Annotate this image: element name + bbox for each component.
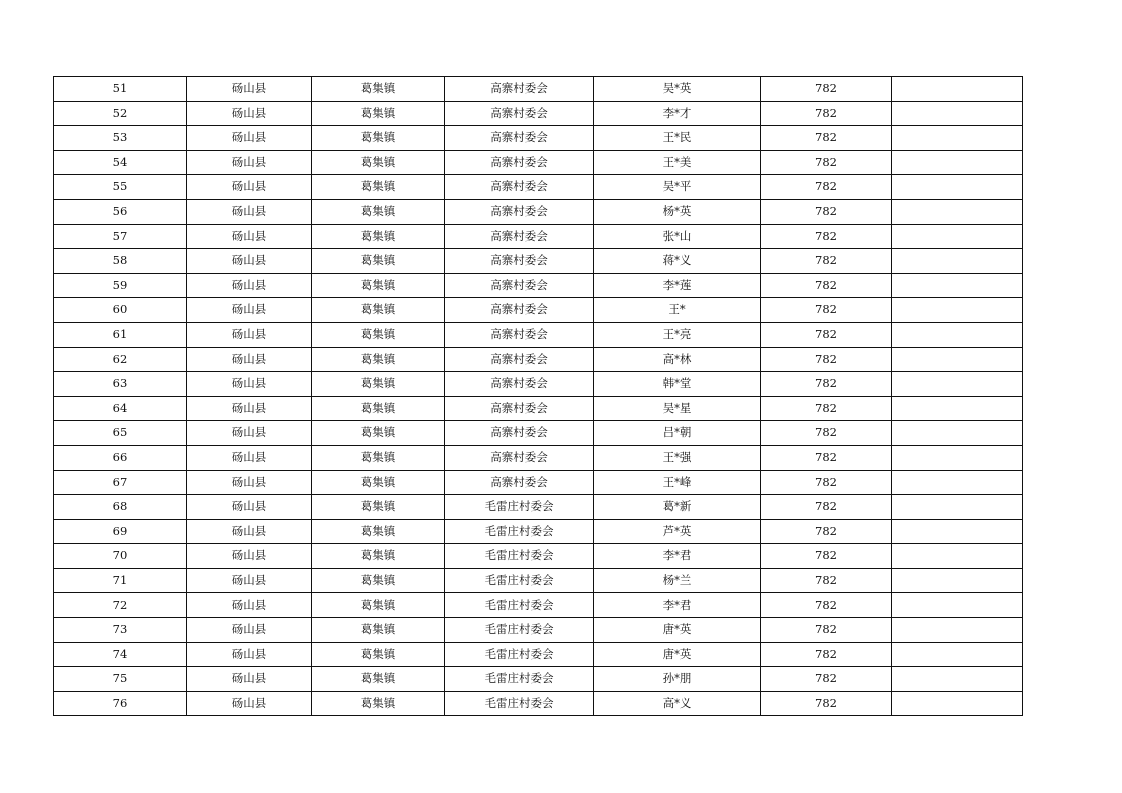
amount-cell: 782 [761,322,892,347]
remark-cell [892,421,1023,446]
county-cell: 砀山县 [187,101,312,126]
village-committee-cell: 毛雷庄村委会 [445,544,594,569]
village-committee-cell: 高寨村委会 [445,372,594,397]
row-number-cell: 51 [54,77,187,102]
village-committee-cell: 毛雷庄村委会 [445,593,594,618]
town-cell: 葛集镇 [312,691,445,716]
amount-cell: 782 [761,347,892,372]
village-committee-cell: 高寨村委会 [445,175,594,200]
amount-cell: 782 [761,667,892,692]
person-name-cell: 王*强 [594,445,761,470]
person-name-cell: 杨*英 [594,199,761,224]
village-committee-cell: 高寨村委会 [445,298,594,323]
row-number-cell: 53 [54,126,187,151]
person-name-cell: 王*民 [594,126,761,151]
table-row [54,126,1023,151]
village-committee-cell: 高寨村委会 [445,150,594,175]
county-cell: 砀山县 [187,150,312,175]
remark-cell [892,667,1023,692]
row-number-cell: 67 [54,470,187,495]
row-number-cell: 63 [54,372,187,397]
table-row [54,77,1023,102]
county-cell: 砀山县 [187,322,312,347]
amount-cell: 782 [761,593,892,618]
table-row [54,347,1023,372]
county-cell: 砀山县 [187,273,312,298]
table-row [54,593,1023,618]
person-name-cell: 葛*新 [594,495,761,520]
row-number-cell: 54 [54,150,187,175]
town-cell: 葛集镇 [312,372,445,397]
row-number-cell: 58 [54,249,187,274]
county-cell: 砀山县 [187,642,312,667]
person-name-cell: 王*峰 [594,470,761,495]
county-cell: 砀山县 [187,445,312,470]
row-number-cell: 60 [54,298,187,323]
table-row [54,568,1023,593]
table-row [54,322,1023,347]
county-cell: 砀山县 [187,568,312,593]
row-number-cell: 56 [54,199,187,224]
town-cell: 葛集镇 [312,544,445,569]
person-name-cell: 高*义 [594,691,761,716]
county-cell: 砀山县 [187,618,312,643]
person-name-cell: 王*亮 [594,322,761,347]
town-cell: 葛集镇 [312,618,445,643]
amount-cell: 782 [761,101,892,126]
table-row [54,544,1023,569]
amount-cell: 782 [761,224,892,249]
row-number-cell: 76 [54,691,187,716]
town-cell: 葛集镇 [312,470,445,495]
town-cell: 葛集镇 [312,298,445,323]
table-row [54,199,1023,224]
amount-cell: 782 [761,372,892,397]
county-cell: 砀山县 [187,347,312,372]
person-name-cell: 高*林 [594,347,761,372]
row-number-cell: 62 [54,347,187,372]
remark-cell [892,322,1023,347]
person-name-cell: 孙*朋 [594,667,761,692]
town-cell: 葛集镇 [312,396,445,421]
remark-cell [892,618,1023,643]
county-cell: 砀山县 [187,593,312,618]
amount-cell: 782 [761,77,892,102]
row-number-cell: 64 [54,396,187,421]
county-cell: 砀山县 [187,77,312,102]
town-cell: 葛集镇 [312,667,445,692]
person-name-cell: 蒋*义 [594,249,761,274]
village-committee-cell: 高寨村委会 [445,347,594,372]
village-committee-cell: 高寨村委会 [445,77,594,102]
table-row [54,396,1023,421]
row-number-cell: 65 [54,421,187,446]
amount-cell: 782 [761,568,892,593]
town-cell: 葛集镇 [312,101,445,126]
remark-cell [892,101,1023,126]
village-committee-cell: 高寨村委会 [445,322,594,347]
row-number-cell: 74 [54,642,187,667]
amount-cell: 782 [761,199,892,224]
county-cell: 砀山县 [187,667,312,692]
row-number-cell: 69 [54,519,187,544]
table-row [54,495,1023,520]
amount-cell: 782 [761,445,892,470]
amount-cell: 782 [761,150,892,175]
town-cell: 葛集镇 [312,175,445,200]
table-row [54,372,1023,397]
table-row [54,642,1023,667]
village-committee-cell: 高寨村委会 [445,126,594,151]
table-row [54,470,1023,495]
county-cell: 砀山县 [187,199,312,224]
town-cell: 葛集镇 [312,322,445,347]
town-cell: 葛集镇 [312,593,445,618]
person-name-cell: 李*君 [594,593,761,618]
county-cell: 砀山县 [187,224,312,249]
remark-cell [892,224,1023,249]
remark-cell [892,396,1023,421]
remark-cell [892,470,1023,495]
row-number-cell: 61 [54,322,187,347]
remark-cell [892,347,1023,372]
town-cell: 葛集镇 [312,126,445,151]
remark-cell [892,593,1023,618]
amount-cell: 782 [761,421,892,446]
village-committee-cell: 高寨村委会 [445,101,594,126]
remark-cell [892,175,1023,200]
person-name-cell: 李*莲 [594,273,761,298]
village-committee-cell: 毛雷庄村委会 [445,568,594,593]
village-committee-cell: 高寨村委会 [445,249,594,274]
remark-cell [892,298,1023,323]
person-name-cell: 张*山 [594,224,761,249]
town-cell: 葛集镇 [312,421,445,446]
person-name-cell: 李*君 [594,544,761,569]
table-row [54,175,1023,200]
town-cell: 葛集镇 [312,347,445,372]
county-cell: 砀山县 [187,126,312,151]
person-name-cell: 吴*星 [594,396,761,421]
amount-cell: 782 [761,495,892,520]
town-cell: 葛集镇 [312,150,445,175]
remark-cell [892,544,1023,569]
remark-cell [892,126,1023,151]
person-name-cell: 李*才 [594,101,761,126]
remark-cell [892,372,1023,397]
village-committee-cell: 毛雷庄村委会 [445,642,594,667]
town-cell: 葛集镇 [312,445,445,470]
table-row [54,445,1023,470]
amount-cell: 782 [761,396,892,421]
remark-cell [892,445,1023,470]
town-cell: 葛集镇 [312,495,445,520]
village-committee-cell: 毛雷庄村委会 [445,495,594,520]
town-cell: 葛集镇 [312,568,445,593]
county-cell: 砀山县 [187,691,312,716]
amount-cell: 782 [761,298,892,323]
row-number-cell: 75 [54,667,187,692]
person-name-cell: 王*美 [594,150,761,175]
remark-cell [892,77,1023,102]
row-number-cell: 66 [54,445,187,470]
village-committee-cell: 高寨村委会 [445,273,594,298]
village-committee-cell: 毛雷庄村委会 [445,618,594,643]
row-number-cell: 57 [54,224,187,249]
table-row [54,101,1023,126]
county-cell: 砀山县 [187,298,312,323]
village-committee-cell: 高寨村委会 [445,396,594,421]
person-name-cell: 唐*英 [594,618,761,643]
remark-cell [892,495,1023,520]
county-cell: 砀山县 [187,495,312,520]
remark-cell [892,249,1023,274]
amount-cell: 782 [761,691,892,716]
person-name-cell: 王* [594,298,761,323]
remark-cell [892,691,1023,716]
county-cell: 砀山县 [187,519,312,544]
person-name-cell: 吕*朝 [594,421,761,446]
village-committee-cell: 毛雷庄村委会 [445,667,594,692]
town-cell: 葛集镇 [312,224,445,249]
town-cell: 葛集镇 [312,273,445,298]
village-committee-cell: 高寨村委会 [445,421,594,446]
table-row [54,150,1023,175]
amount-cell: 782 [761,470,892,495]
amount-cell: 782 [761,126,892,151]
amount-cell: 782 [761,519,892,544]
amount-cell: 782 [761,642,892,667]
table-row [54,667,1023,692]
row-number-cell: 71 [54,568,187,593]
table-row [54,691,1023,716]
amount-cell: 782 [761,273,892,298]
row-number-cell: 55 [54,175,187,200]
table-body [54,77,1023,716]
remark-cell [892,273,1023,298]
table-row [54,519,1023,544]
town-cell: 葛集镇 [312,77,445,102]
village-committee-cell: 高寨村委会 [445,224,594,249]
village-committee-cell: 高寨村委会 [445,445,594,470]
person-name-cell: 芦*英 [594,519,761,544]
remark-cell [892,519,1023,544]
village-committee-cell: 毛雷庄村委会 [445,691,594,716]
table-row [54,298,1023,323]
remark-cell [892,568,1023,593]
village-committee-cell: 高寨村委会 [445,470,594,495]
county-cell: 砀山县 [187,470,312,495]
town-cell: 葛集镇 [312,642,445,667]
county-cell: 砀山县 [187,421,312,446]
amount-cell: 782 [761,544,892,569]
row-number-cell: 73 [54,618,187,643]
remark-cell [892,150,1023,175]
row-number-cell: 52 [54,101,187,126]
row-number-cell: 59 [54,273,187,298]
amount-cell: 782 [761,175,892,200]
table-row [54,618,1023,643]
amount-cell: 782 [761,249,892,274]
county-cell: 砀山县 [187,372,312,397]
town-cell: 葛集镇 [312,249,445,274]
person-name-cell: 杨*兰 [594,568,761,593]
row-number-cell: 70 [54,544,187,569]
town-cell: 葛集镇 [312,199,445,224]
person-name-cell: 韩*堂 [594,372,761,397]
row-number-cell: 68 [54,495,187,520]
table-row [54,249,1023,274]
row-number-cell: 72 [54,593,187,618]
county-cell: 砀山县 [187,544,312,569]
person-name-cell: 吴*平 [594,175,761,200]
town-cell: 葛集镇 [312,519,445,544]
village-committee-cell: 毛雷庄村委会 [445,519,594,544]
county-cell: 砀山县 [187,175,312,200]
county-cell: 砀山县 [187,396,312,421]
village-committee-cell: 高寨村委会 [445,199,594,224]
table-row [54,421,1023,446]
amount-cell: 782 [761,618,892,643]
data-table [53,76,1023,716]
county-cell: 砀山县 [187,249,312,274]
table-row [54,224,1023,249]
person-name-cell: 唐*英 [594,642,761,667]
remark-cell [892,199,1023,224]
table-row [54,273,1023,298]
person-name-cell: 吴*英 [594,77,761,102]
remark-cell [892,642,1023,667]
